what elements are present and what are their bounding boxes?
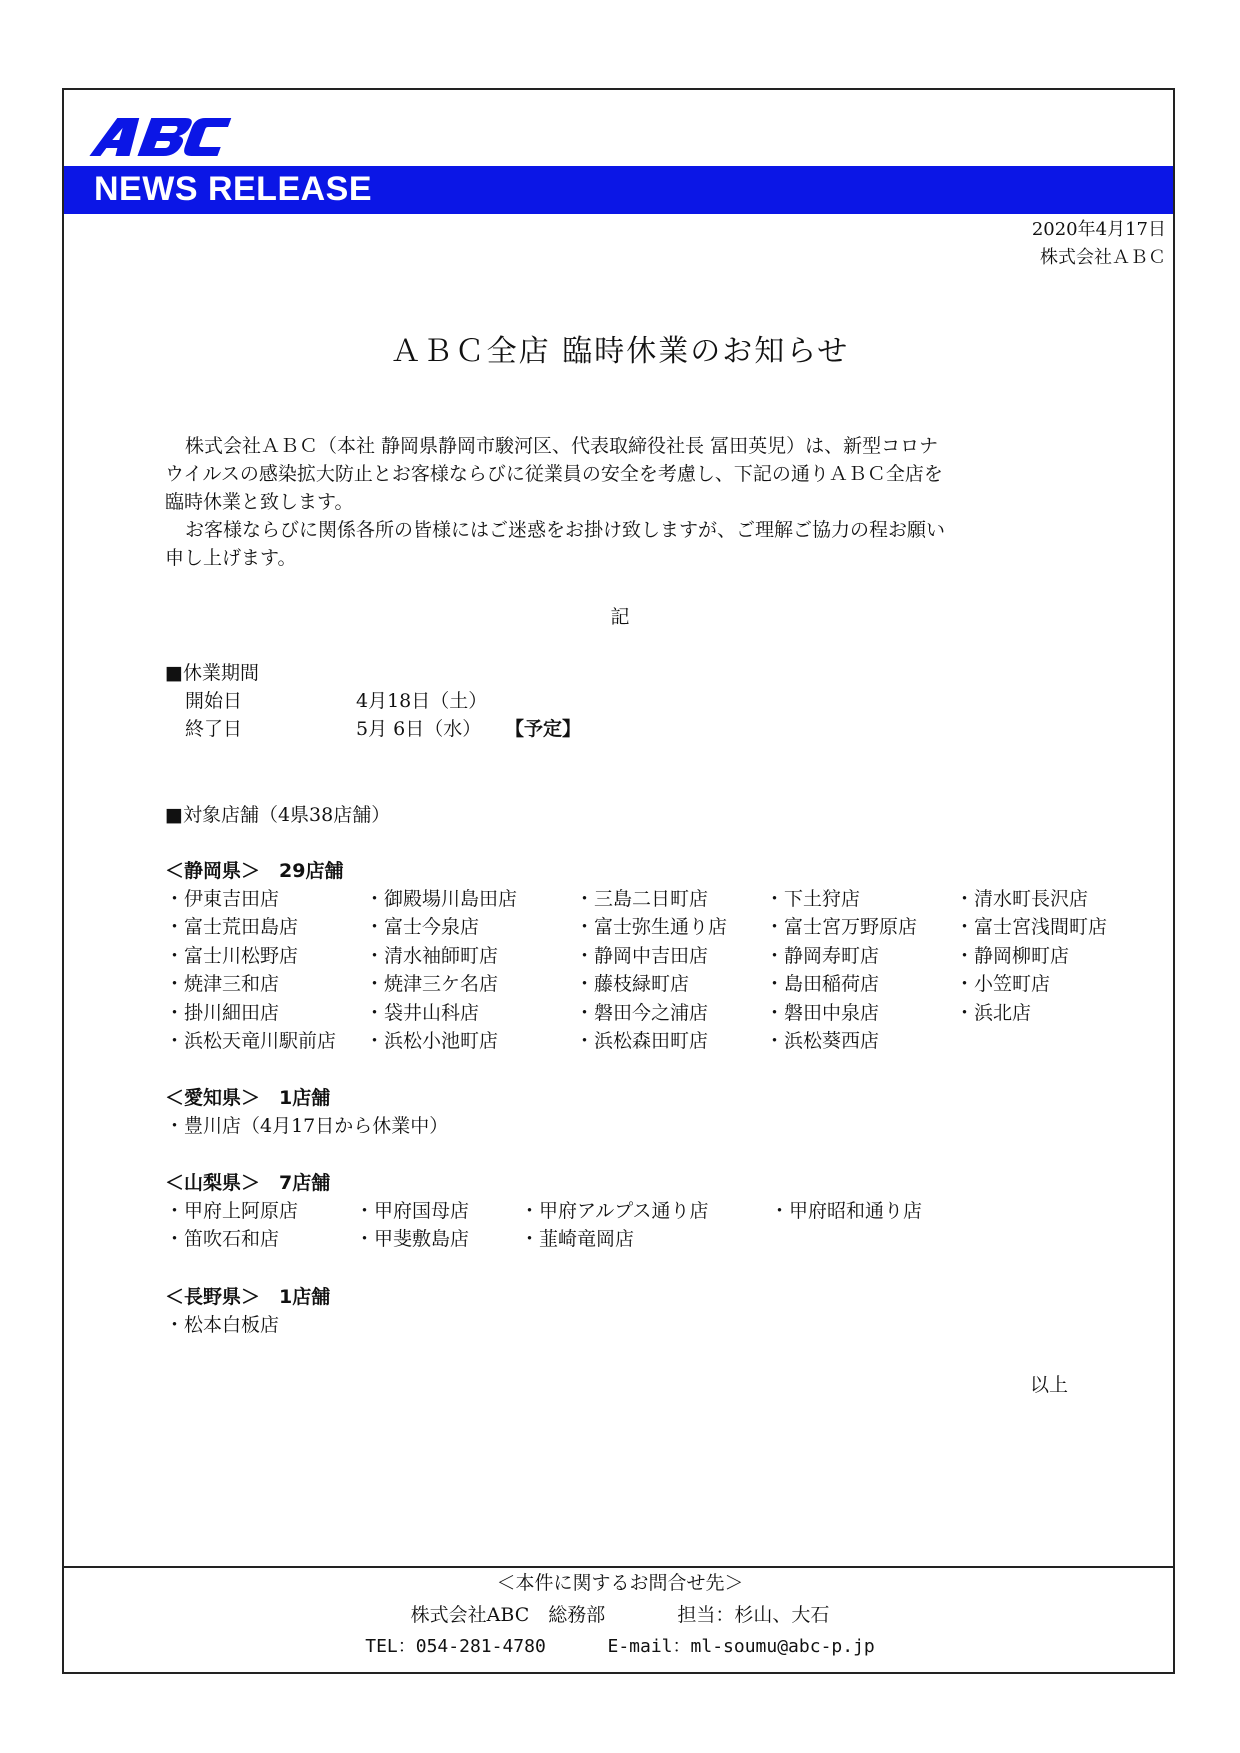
store-item: ・静岡寿町店	[765, 944, 880, 967]
document-title: ＡＢＣ全店 臨時休業のお知らせ	[390, 334, 850, 369]
contact-line	[0, 1600, 1240, 1627]
store-item: ・清水袖師町店	[365, 944, 499, 967]
store-item: ・御殿場川島田店	[365, 888, 518, 910]
store-item: ・小笠町店	[955, 973, 1051, 996]
store-item: ・静岡柳町店	[955, 944, 1070, 967]
store-item: ・浜北店	[955, 1001, 1032, 1024]
store-item: ・富士弥生通り店	[575, 916, 728, 939]
store-item: ・三島二日町店	[575, 888, 709, 910]
store-item: ・浜松森田町店	[575, 1030, 709, 1052]
prefecture-heading-yamanashi: ＜山梨県＞ 7店舗	[165, 1172, 331, 1194]
store-item: ・笛吹石和店	[165, 1228, 280, 1250]
store-item: ・甲府昭和通り店	[770, 1200, 923, 1222]
contact-line-2	[0, 1632, 1240, 1658]
stores-heading: ■対象店舗（4県38店舗）	[165, 804, 391, 826]
store-item: ・掛川細田店	[165, 1001, 280, 1024]
closing-mark: 以上	[1030, 1374, 1069, 1396]
store-item: ・袋井山科店	[365, 1001, 480, 1024]
store-item: ・焼津三和店	[165, 973, 280, 996]
store-item: ・磐田今之浦店	[575, 1001, 709, 1024]
contact-tel: TEL：054-281-4780	[365, 1636, 546, 1657]
contact-email[interactable]: E-mail：ml-soumu@abc-p.jp	[607, 1636, 875, 1657]
store-item: ・富士荒田島店	[165, 916, 299, 939]
end-label: 終了日	[185, 718, 243, 740]
release-date: 2020年4月17日	[1031, 219, 1166, 240]
store-item: ・静岡中吉田店	[575, 944, 709, 967]
store-item: ・甲斐敷島店	[355, 1228, 470, 1250]
banner-text: NEWS RELEASE	[94, 170, 373, 208]
contact-person: 担当：杉山、大石	[677, 1604, 830, 1626]
store-item: ・甲府上阿原店	[165, 1200, 299, 1222]
announcement-body	[165, 432, 1085, 572]
store-item: ・下土狩店	[765, 888, 861, 910]
store-item: ・伊東吉田店	[165, 888, 280, 910]
end-value: 5月 6日（水）	[356, 718, 482, 740]
issuer-company: 株式会社ＡＢＣ	[1040, 247, 1166, 268]
store-item: ・浜松天竜川駅前店	[165, 1030, 337, 1052]
store-item: ・焼津三ケ名店	[365, 973, 499, 996]
end-note: 【予定】	[505, 718, 582, 740]
store-item: ・甲府アルプス通り店	[520, 1200, 709, 1222]
prefecture-heading-shizuoka: ＜静岡県＞ 29店舗	[165, 860, 344, 882]
period-heading: ■休業期間	[165, 662, 259, 684]
contact-company-dept: 株式会社ABC 総務部	[410, 1604, 606, 1626]
body-line: 臨時休業と致します。	[165, 491, 354, 513]
store-item: ・磐田中泉店	[765, 1001, 880, 1024]
store-item: ・松本白板店	[165, 1314, 280, 1336]
store-item: ・浜松小池町店	[365, 1030, 499, 1052]
store-item: ・富士宮浅間町店	[955, 916, 1108, 939]
store-item: ・島田稲荷店	[765, 973, 880, 996]
prefecture-heading-aichi: ＜愛知県＞ 1店舗	[165, 1087, 331, 1109]
prefecture-heading-nagano: ＜長野県＞ 1店舗	[165, 1286, 331, 1308]
store-item: ・韮崎竜岡店	[520, 1228, 635, 1250]
store-item: ・浜松葵西店	[765, 1030, 880, 1052]
body-line: お客様ならびに関係各所の皆様にはご迷惑をお掛け致しますが、ご理解ご協力の程お願い	[185, 519, 946, 541]
store-item: ・富士川松野店	[165, 944, 299, 967]
body-line: 申し上げます。	[165, 547, 297, 569]
date-block	[1032, 216, 1166, 272]
start-value: 4月18日（土）	[356, 690, 488, 712]
store-item: ・富士今泉店	[365, 916, 480, 939]
ki-marker: 記	[610, 606, 630, 628]
start-label: 開始日	[185, 690, 243, 712]
contact-heading: ＜本件に関するお問合せ先＞	[496, 1572, 744, 1594]
news-release-banner	[64, 166, 1173, 214]
store-item: ・清水町長沢店	[955, 888, 1089, 910]
store-item: ・豊川店（4月17日から休業中）	[165, 1115, 449, 1137]
store-item: ・藤枝緑町店	[575, 973, 690, 996]
store-item: ・富士宮万野原店	[765, 916, 918, 939]
body-line: 株式会社ＡＢＣ（本社 静岡県静岡市駿河区、代表取締役社長 冨田英児）は、新型コロナ	[185, 435, 939, 457]
store-item: ・甲府国母店	[355, 1200, 470, 1222]
abc-logo	[82, 116, 242, 158]
body-line: ウイルスの感染拡大防止とお客様ならびに従業員の安全を考慮し、下記の通りＡＢＣ全店を	[165, 463, 943, 485]
